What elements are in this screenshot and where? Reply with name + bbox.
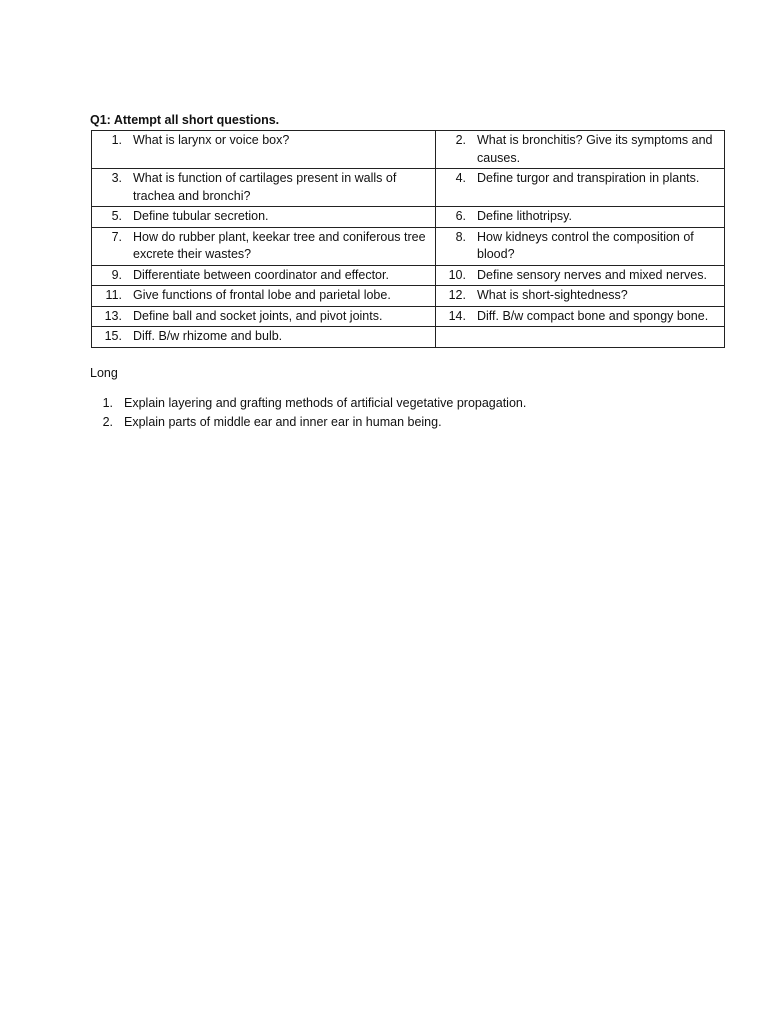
long-question-number: 1.	[102, 396, 113, 410]
table-cell-empty	[436, 327, 725, 348]
question-number: 13.	[104, 308, 122, 323]
question-number: 7.	[111, 229, 122, 244]
table-cell	[436, 286, 725, 307]
question-number: 3.	[111, 171, 122, 185]
long-questions-list	[90, 394, 690, 431]
question-number: 14.	[448, 308, 466, 323]
long-question-text: Explain layering and grafting methods of artificial vegetative propagation.	[124, 396, 527, 410]
list-item	[90, 413, 690, 432]
long-questions-label: Long	[90, 366, 118, 380]
table-cell	[436, 169, 725, 207]
question-text: How kidneys control the composition of blood?	[477, 229, 694, 261]
question-number: 1.	[111, 133, 122, 147]
table-row	[92, 286, 725, 307]
question-number: 12.	[448, 288, 466, 302]
table-cell	[92, 207, 436, 228]
table-cell	[436, 131, 725, 169]
table-cell	[92, 131, 436, 169]
table-row	[92, 327, 725, 348]
table-row	[92, 227, 725, 265]
list-item	[90, 394, 690, 413]
table-cell	[92, 169, 436, 207]
question-text: Differentiate between coordinator and effector.	[133, 267, 389, 282]
question-number: 5.	[111, 209, 122, 223]
question-text: Diff. B/w compact bone and spongy bone.	[477, 308, 709, 323]
table-cell	[436, 227, 725, 265]
question-text: What is short-sightedness?	[477, 288, 628, 302]
question-number: 15.	[104, 329, 122, 343]
table-row	[92, 169, 725, 207]
table-row	[92, 306, 725, 327]
question-text: What is bronchitis? Give its symptoms and causes.	[477, 133, 713, 165]
question-text: Define lithotripsy.	[477, 209, 572, 223]
question-text: Define tubular secretion.	[133, 209, 269, 223]
question-text	[477, 328, 720, 346]
short-questions-table	[91, 130, 725, 348]
question-text: Define ball and socket joints, and pivot joints.	[133, 308, 383, 323]
question-number: 11.	[105, 288, 122, 302]
table-row	[92, 207, 725, 228]
table-cell	[92, 306, 436, 327]
question-number: 9.	[111, 267, 122, 282]
question-text: What is function of cartilages present in walls of trachea and bronchi?	[133, 171, 397, 203]
question-text: How do rubber plant, keekar tree and coniferous tree excrete their wastes?	[133, 229, 426, 261]
question-number: 4.	[455, 171, 466, 185]
short-questions-heading: Q1: Attempt all short questions.	[90, 113, 280, 127]
long-question-text: Explain parts of middle ear and inner ear in human being.	[124, 414, 442, 429]
question-number: 2.	[455, 133, 466, 147]
question-number	[436, 328, 477, 346]
table-cell	[436, 207, 725, 228]
long-question-number: 2.	[102, 414, 113, 429]
table-cell	[92, 327, 436, 348]
table-cell	[92, 227, 436, 265]
table-cell	[436, 265, 725, 286]
table-cell	[92, 286, 436, 307]
question-text: What is larynx or voice box?	[133, 133, 290, 147]
question-text: Give functions of frontal lobe and parietal lobe.	[133, 288, 391, 302]
question-text: Define sensory nerves and mixed nerves.	[477, 267, 707, 282]
table-cell	[436, 306, 725, 327]
question-number: 8.	[455, 229, 466, 244]
table-cell	[92, 265, 436, 286]
table-row	[92, 265, 725, 286]
question-number: 6.	[455, 209, 466, 223]
question-text: Diff. B/w rhizome and bulb.	[133, 329, 283, 343]
table-row	[92, 131, 725, 169]
question-text: Define turgor and transpiration in plants.	[477, 171, 700, 185]
question-number: 10.	[448, 267, 466, 282]
